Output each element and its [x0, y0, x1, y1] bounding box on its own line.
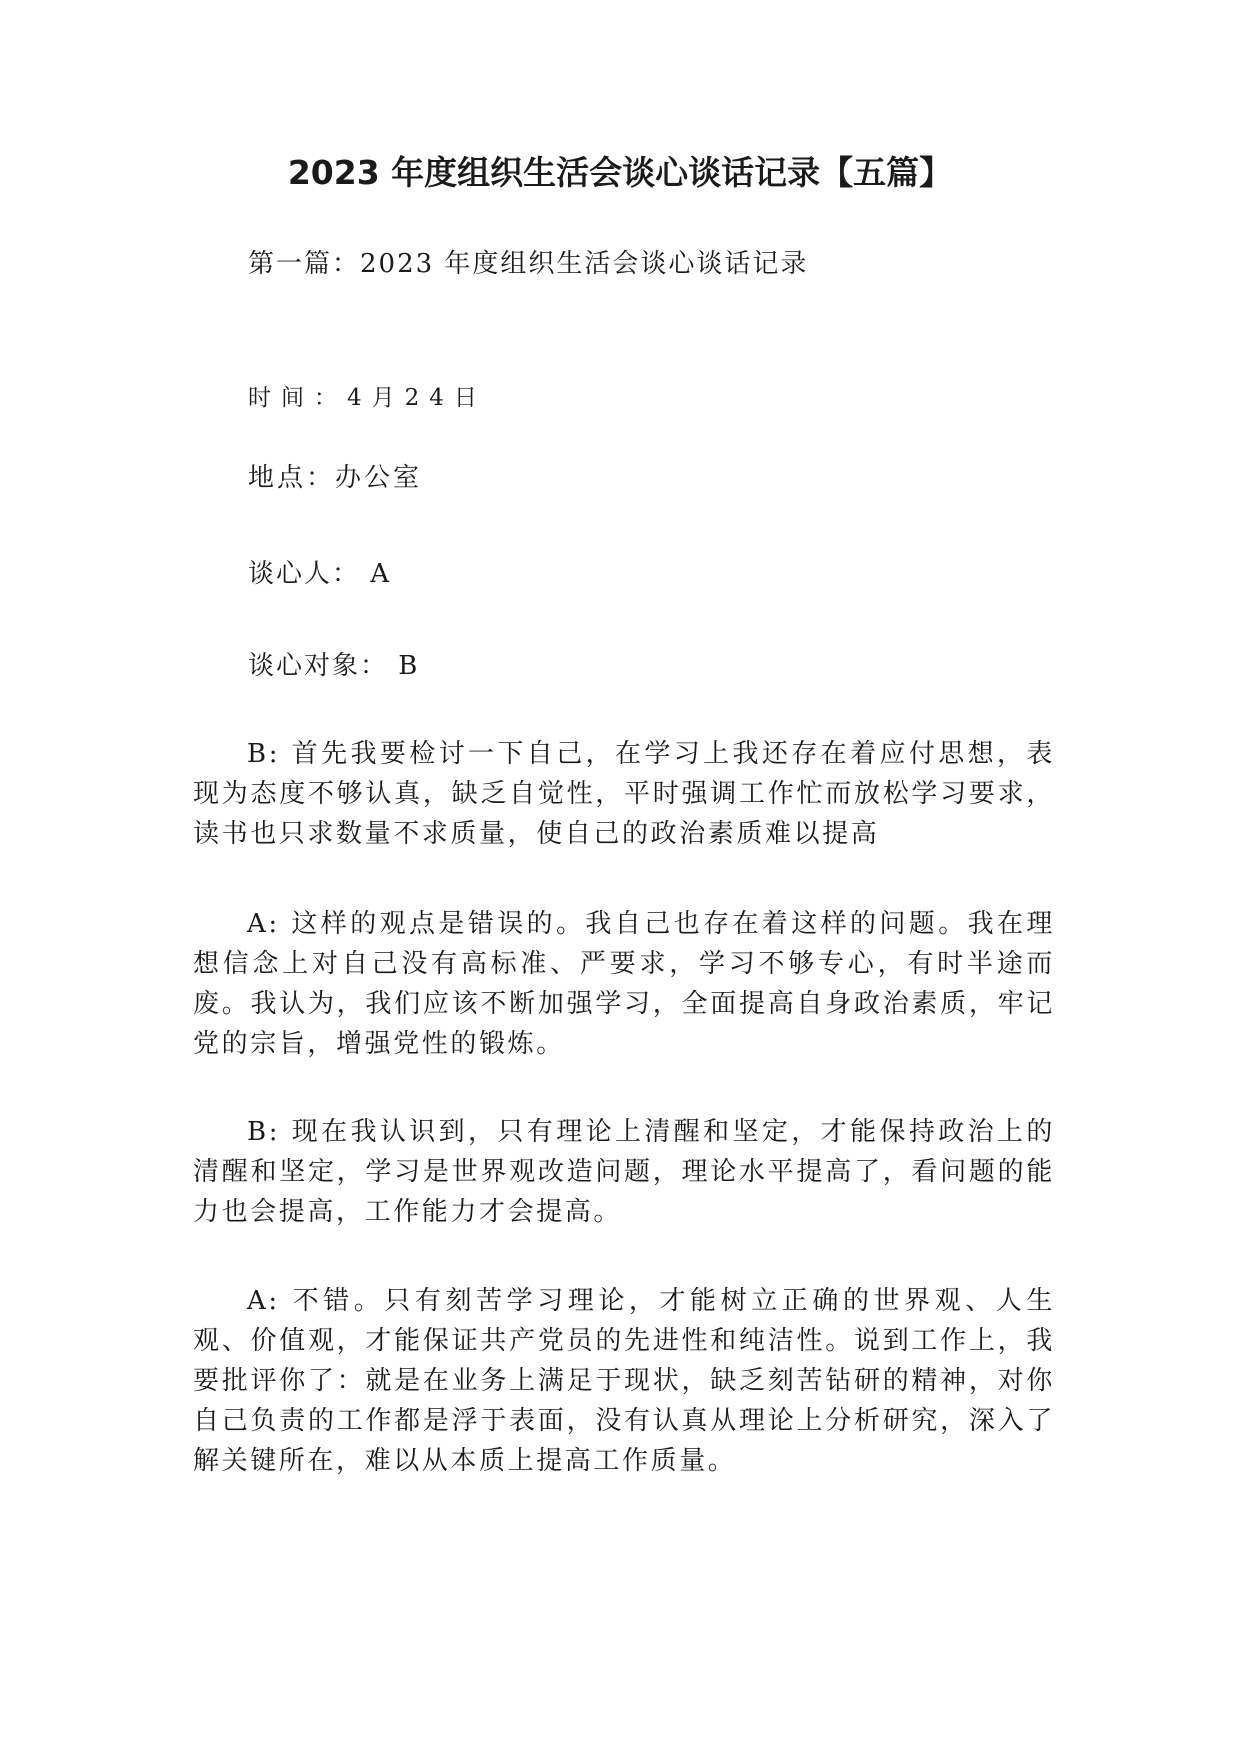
document-title: 2023 年度组织生活会谈心谈话记录【五篇】 [287, 153, 953, 192]
talker: 谈心人： A [248, 559, 392, 589]
talk-target: 谈心对象： B [248, 651, 420, 681]
dialogue-paragraph: A: 这样的观点是错误的。我自己也存在着这样的问题。我在理想信念上对自己没有高标准、严要求，学习不够专心，有时半途而废。我认为，我们应该不断加强学习，全面提高自身政治素质，牢记党的宗旨，增强党性的锻炼。 [193, 909, 1055, 1059]
dialogue-paragraph: B: 首先我要检讨一下自己，在学习上我还存在着应付思想，表现为态度不够认真，缺乏自觉性，平时强调工作忙而放松学习要求，读书也只求数量不求质量，使自己的政治素质难以提高 [193, 739, 1055, 849]
section-heading: 第一篇：2023 年度组织生活会谈心谈话记录 [248, 249, 809, 279]
meeting-place: 地点：办公室 [248, 463, 423, 493]
meeting-time: 时间：4月24日 [248, 385, 487, 411]
dialogue-paragraph: A: 不错。只有刻苦学习理论，才能树立正确的世界观、人生观、价值观，才能保证共产党员的先进性和纯洁性。说到工作上，我要批评你了：就是在业务上满足于现状，缺乏刻苦钻研的精神，对你自己负责的工作都是浮于表面，没有认真从理论上分析研究，深入了解关键所在，难以从本质上提高工作质量。 [193, 1286, 1055, 1476]
dialogue-paragraph: B: 现在我认识到，只有理论上清醒和坚定，才能保持政治上的清醒和坚定，学习是世界观改造问题，理论水平提高了，看问题的能力也会提高，工作能力才会提高。 [193, 1117, 1055, 1227]
